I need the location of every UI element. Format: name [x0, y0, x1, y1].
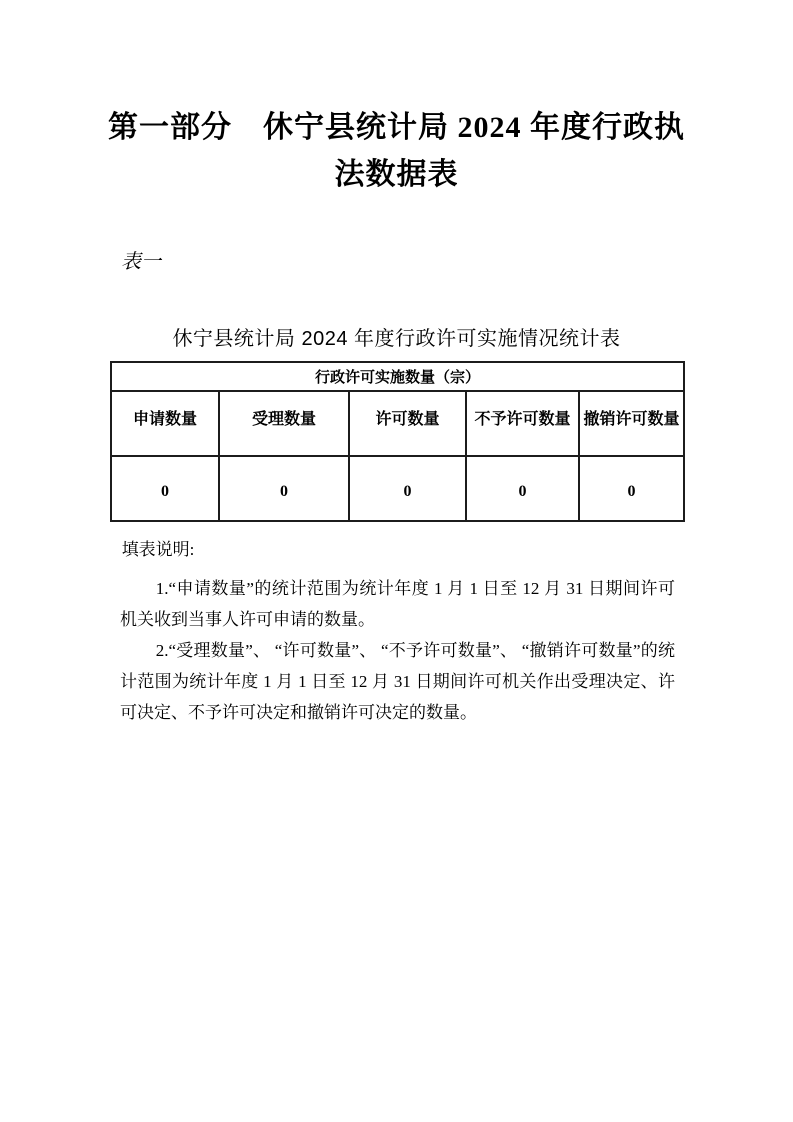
notes-heading: 填表说明:: [121, 540, 195, 559]
document-title-line-2: 法数据表: [334, 158, 459, 191]
table-value-row: [111, 456, 684, 521]
column-header-revocation-count: 撤销许可数量: [579, 391, 684, 456]
column-header-permit-count: 许可数量: [349, 391, 466, 456]
notes-section: [120, 539, 675, 728]
span-header-permit-count: 行政许可实施数量（宗）: [111, 362, 684, 391]
column-header-application-count: 申请数量: [111, 391, 219, 456]
cell-acceptance-count: 0: [219, 456, 349, 521]
note-item-1: 1.“申请数量”的统计范围为统计年度 1 月 1 日至 12 月 31 日期间许可机关收到当事人许可申请的数量。: [120, 579, 675, 629]
table-title: 休宁县统计局 2024 年度行政许可实施情况统计表: [172, 328, 621, 350]
table-column-header-row: [111, 391, 684, 456]
column-header-denial-count: 不予许可数量: [466, 391, 579, 456]
permit-implementation-table: [110, 361, 685, 522]
note-item-2: 2.“受理数量”、 “许可数量”、 “不予许可数量”、 “撤销许可数量”的统计范围为统计年度 1 月 1 日至 12 月 31 日期间许可机关作出受理决定、许可决定、不予许可决定和撤销许可决定的数量。: [120, 641, 675, 722]
cell-application-count: 0: [111, 456, 219, 521]
table-span-header-row: [111, 362, 684, 391]
cell-permit-count: 0: [349, 456, 466, 521]
cell-revocation-count: 0: [579, 456, 684, 521]
document-title-line-1: 第一部分 休宁县统计局 2024 年度行政执: [108, 111, 685, 144]
cell-denial-count: 0: [466, 456, 579, 521]
column-header-acceptance-count: 受理数量: [219, 391, 349, 456]
document-title: [0, 0, 793, 198]
table-label: 表一: [121, 251, 161, 273]
